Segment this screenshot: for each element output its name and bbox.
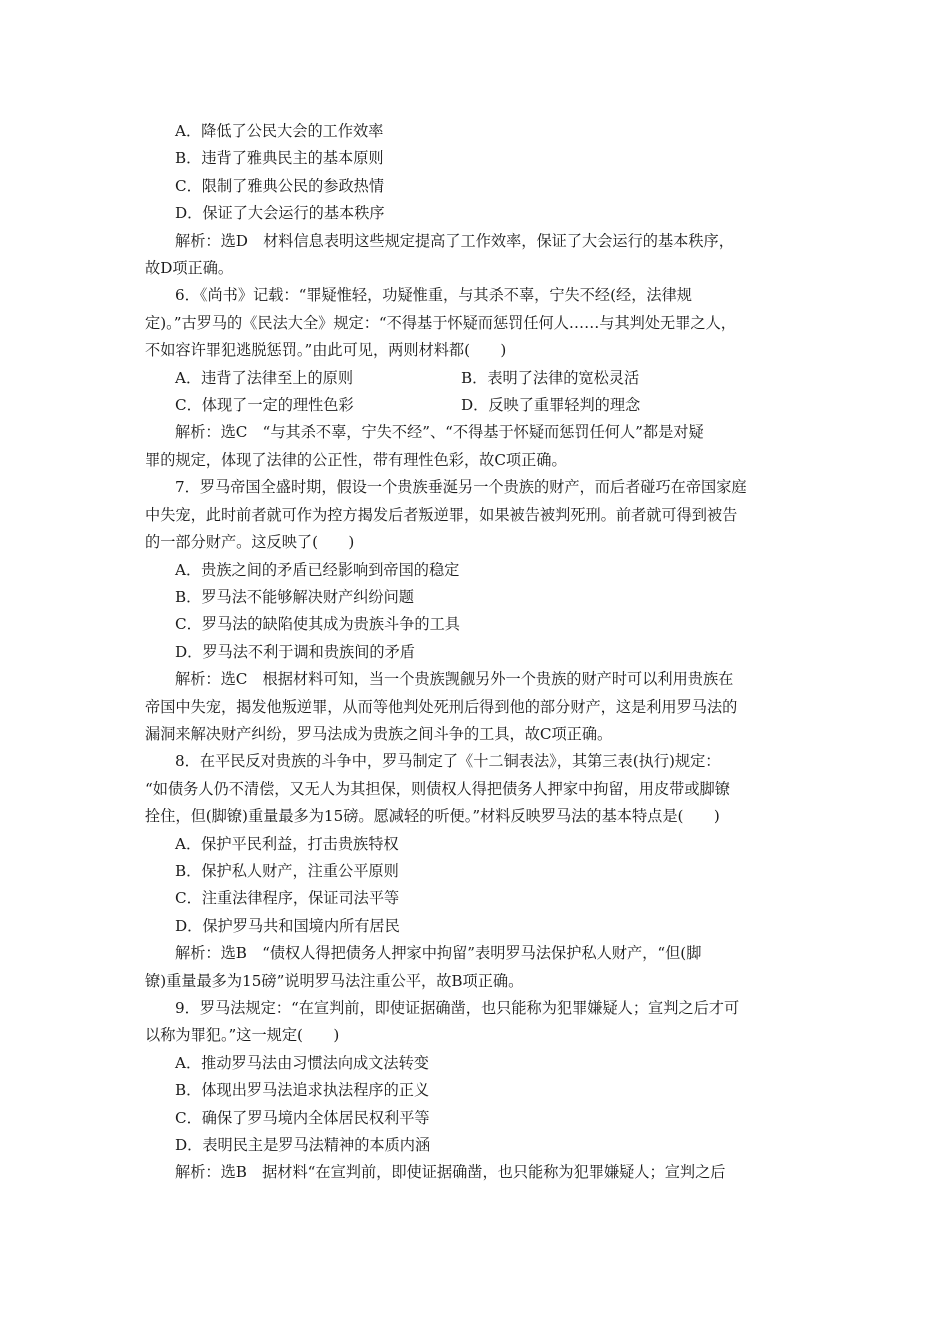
analysis-line: 故D项正确。	[145, 259, 234, 278]
option-c: C．体现了一定的理性色彩	[175, 396, 354, 415]
question-stem: 8．在平民反对贵族的斗争中，罗马制定了《十二铜表法》，其第三表(执行)规定：	[175, 752, 721, 771]
option-a: A．保护平民利益，打击贵族特权	[175, 834, 399, 853]
option-d: D．罗马法不利于调和贵族间的矛盾	[175, 642, 415, 661]
option-b: B．罗马法不能够解决财产纠纷问题	[175, 587, 414, 606]
question-stem: 不如容许罪犯逃脱惩罚。”由此可见，两则材料都( )	[145, 341, 507, 360]
option-row	[145, 392, 813, 419]
question-9	[145, 995, 813, 1187]
option-d: D．表明民主是罗马法精神的本质内涵	[175, 1136, 431, 1155]
option-a: A．贵族之间的矛盾已经影响到帝国的稳定	[175, 560, 460, 579]
question-stem: 拴住，但(脚镣)重量最多为15磅。愿减轻的听便。”材料反映罗马法的基本特点是( )	[145, 807, 720, 826]
analysis-line: 解析：选B 据材料“在宣判前，即使证据确凿，也只能称为犯罪嫌疑人；宣判之后	[175, 1163, 726, 1182]
question-5	[145, 118, 813, 282]
option-b: B．体现出罗马法追求执法程序的正义	[175, 1081, 430, 1100]
option-a: A．降低了公民大会的工作效率	[175, 122, 384, 140]
option-b: B．违背了雅典民主的基本原则	[175, 149, 384, 168]
question-6	[145, 282, 813, 474]
option-d: D．保证了大会运行的基本秩序	[175, 204, 385, 223]
option-row	[145, 365, 813, 392]
analysis-line: 解析：选D 材料信息表明这些规定提高了工作效率，保证了大会运行的基本秩序，	[175, 231, 734, 250]
question-stem: “如债务人仍不清偿，又无人为其担保，则债权人得把债务人押家中拘留，用皮带或脚镣	[145, 779, 730, 798]
analysis-line: 解析：选B “债权人得把债务人押家中拘留”表明罗马法保护私人财产，“但(脚	[175, 944, 702, 963]
option-a: A．违背了法律至上的原则	[175, 368, 354, 387]
option-b: B．表明了法律的宽松灵活	[461, 368, 640, 387]
analysis-line: 罪的规定，体现了法律的公正性，带有理性色彩，故C项正确。	[145, 450, 567, 469]
option-d: D．反映了重罪轻判的理念	[461, 396, 641, 415]
question-7	[145, 474, 813, 748]
option-c: C．限制了雅典公民的参政热情	[175, 176, 385, 195]
option-c: C．确保了罗马境内全体居民权利平等	[175, 1108, 430, 1127]
question-stem: 以称为罪犯。”这一规定( )	[145, 1026, 340, 1045]
option-c: C．罗马法的缺陷使其成为贵族斗争的工具	[175, 615, 460, 634]
option-b: B．保护私人财产，注重公平原则	[175, 861, 399, 880]
analysis-line: 镣)重量最多为15磅”说明罗马法注重公平，故B项正确。	[145, 971, 524, 990]
question-stem: 7．罗马帝国全盛时期，假设一个贵族垂涎另一个贵族的财产，而后者碰巧在帝国家庭	[175, 478, 747, 497]
question-stem: 定)。”古罗马的《民法大全》规定：“不得基于怀疑而惩罚任何人……与其判处无罪之人，	[145, 313, 736, 332]
option-c: C．注重法律程序，保证司法平等	[175, 889, 400, 908]
question-8	[145, 748, 813, 995]
question-stem: 9．罗马法规定：“在宣判前，即使证据确凿，也只能称为犯罪嫌疑人；宣判之后才可	[175, 999, 740, 1017]
analysis-line: 漏洞来解决财产纠纷，罗马法成为贵族之间斗争的工具，故C项正确。	[145, 724, 613, 743]
analysis-line: 解析：选C “与其杀不辜，宁失不经”、“不得基于怀疑而惩罚任何人”都是对疑	[175, 423, 704, 442]
analysis-line: 帝国中失宠，揭发他叛逆罪，从而等他判处死刑后得到他的部分财产，这是利用罗马法的	[145, 697, 738, 716]
question-stem: 6．《尚书》记载：“罪疑惟轻，功疑惟重，与其杀不辜，宁失不经(经，法律规	[175, 286, 692, 305]
document-page	[145, 118, 813, 1187]
option-a: A．推动罗马法由习惯法向成文法转变	[175, 1053, 429, 1072]
analysis-line: 解析：选C 根据材料可知，当一个贵族觊觎另外一个贵族的财产时可以利用贵族在	[175, 670, 734, 689]
question-stem: 中失宠，此时前者就可作为控方揭发后者叛逆罪，如果被告被判死刑。前者就可得到被告	[145, 505, 738, 524]
option-d: D．保护罗马共和国境内所有居民	[175, 916, 400, 935]
question-stem: 的一部分财产。这反映了( )	[145, 533, 355, 552]
